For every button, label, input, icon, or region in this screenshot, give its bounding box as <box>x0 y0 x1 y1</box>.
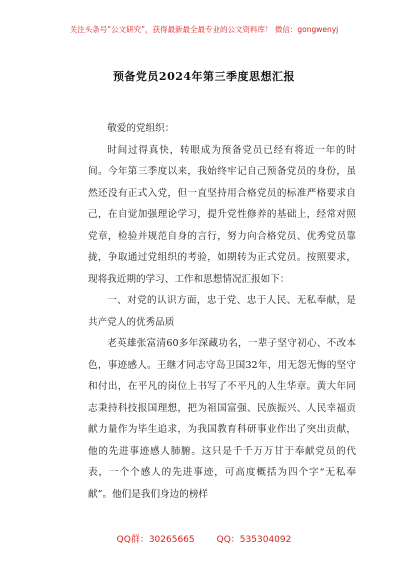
section-heading: 一、对党的认识方面，忠于党、忠于人民、无私奉献，是共产党人的优秀品质 <box>88 295 356 328</box>
paragraph-examples: 老英雄张富清60多年深藏功名，一辈子坚守初心、不改本色，事迹感人。王继才同志守岛卫国32年，用无怨无悔的坚守和付出，在平凡的岗位上书写了不平凡的人生华章。黄大年同志秉持科技报国理想，把为祖国富强、民族振兴、人民幸福贡献力量作为毕生追求，为我国教育科研事业作出了突出贡献，他的先进事迹感人肺腑。这只是千千万万甘于奉献党员的代表，一个个感人的先进事迹，可高度概括为四个字“无私奉献”。他们是我们身边的榜样 <box>88 338 356 500</box>
footer-contact <box>0 532 408 545</box>
qq-group: QQ群：30265665 <box>116 535 195 545</box>
document-title: 预备党员2024年第三季度思想汇报 <box>112 70 296 83</box>
salutation: 敬爱的党组织： <box>107 123 175 134</box>
document-body <box>88 118 356 505</box>
header-note: 关注头条号“公文研究”，获得最新最全最专业的公文资料库！ 微信：gongwenyj <box>69 25 339 34</box>
qq-number: QQ：535304092 <box>216 535 292 545</box>
paragraph-intro: 时间过得真快，转眼成为预备党员已经有将近一年的时间。今年第三季度以来，我始终牢记自己预备党员的身份，虽然还没有正式入党，但一直坚持用合格党员的标准严格要求自己，在自觉加强理论学习，提升党性修养的基础上，经常对照党章，检验并规范自身的言行，努力向合格党员、优秀党员靠拢，争取通过党组织的考验，如期转为正式党员。按照要求，现将我近期的学习、工作和思想情况汇报如下： <box>88 144 356 285</box>
